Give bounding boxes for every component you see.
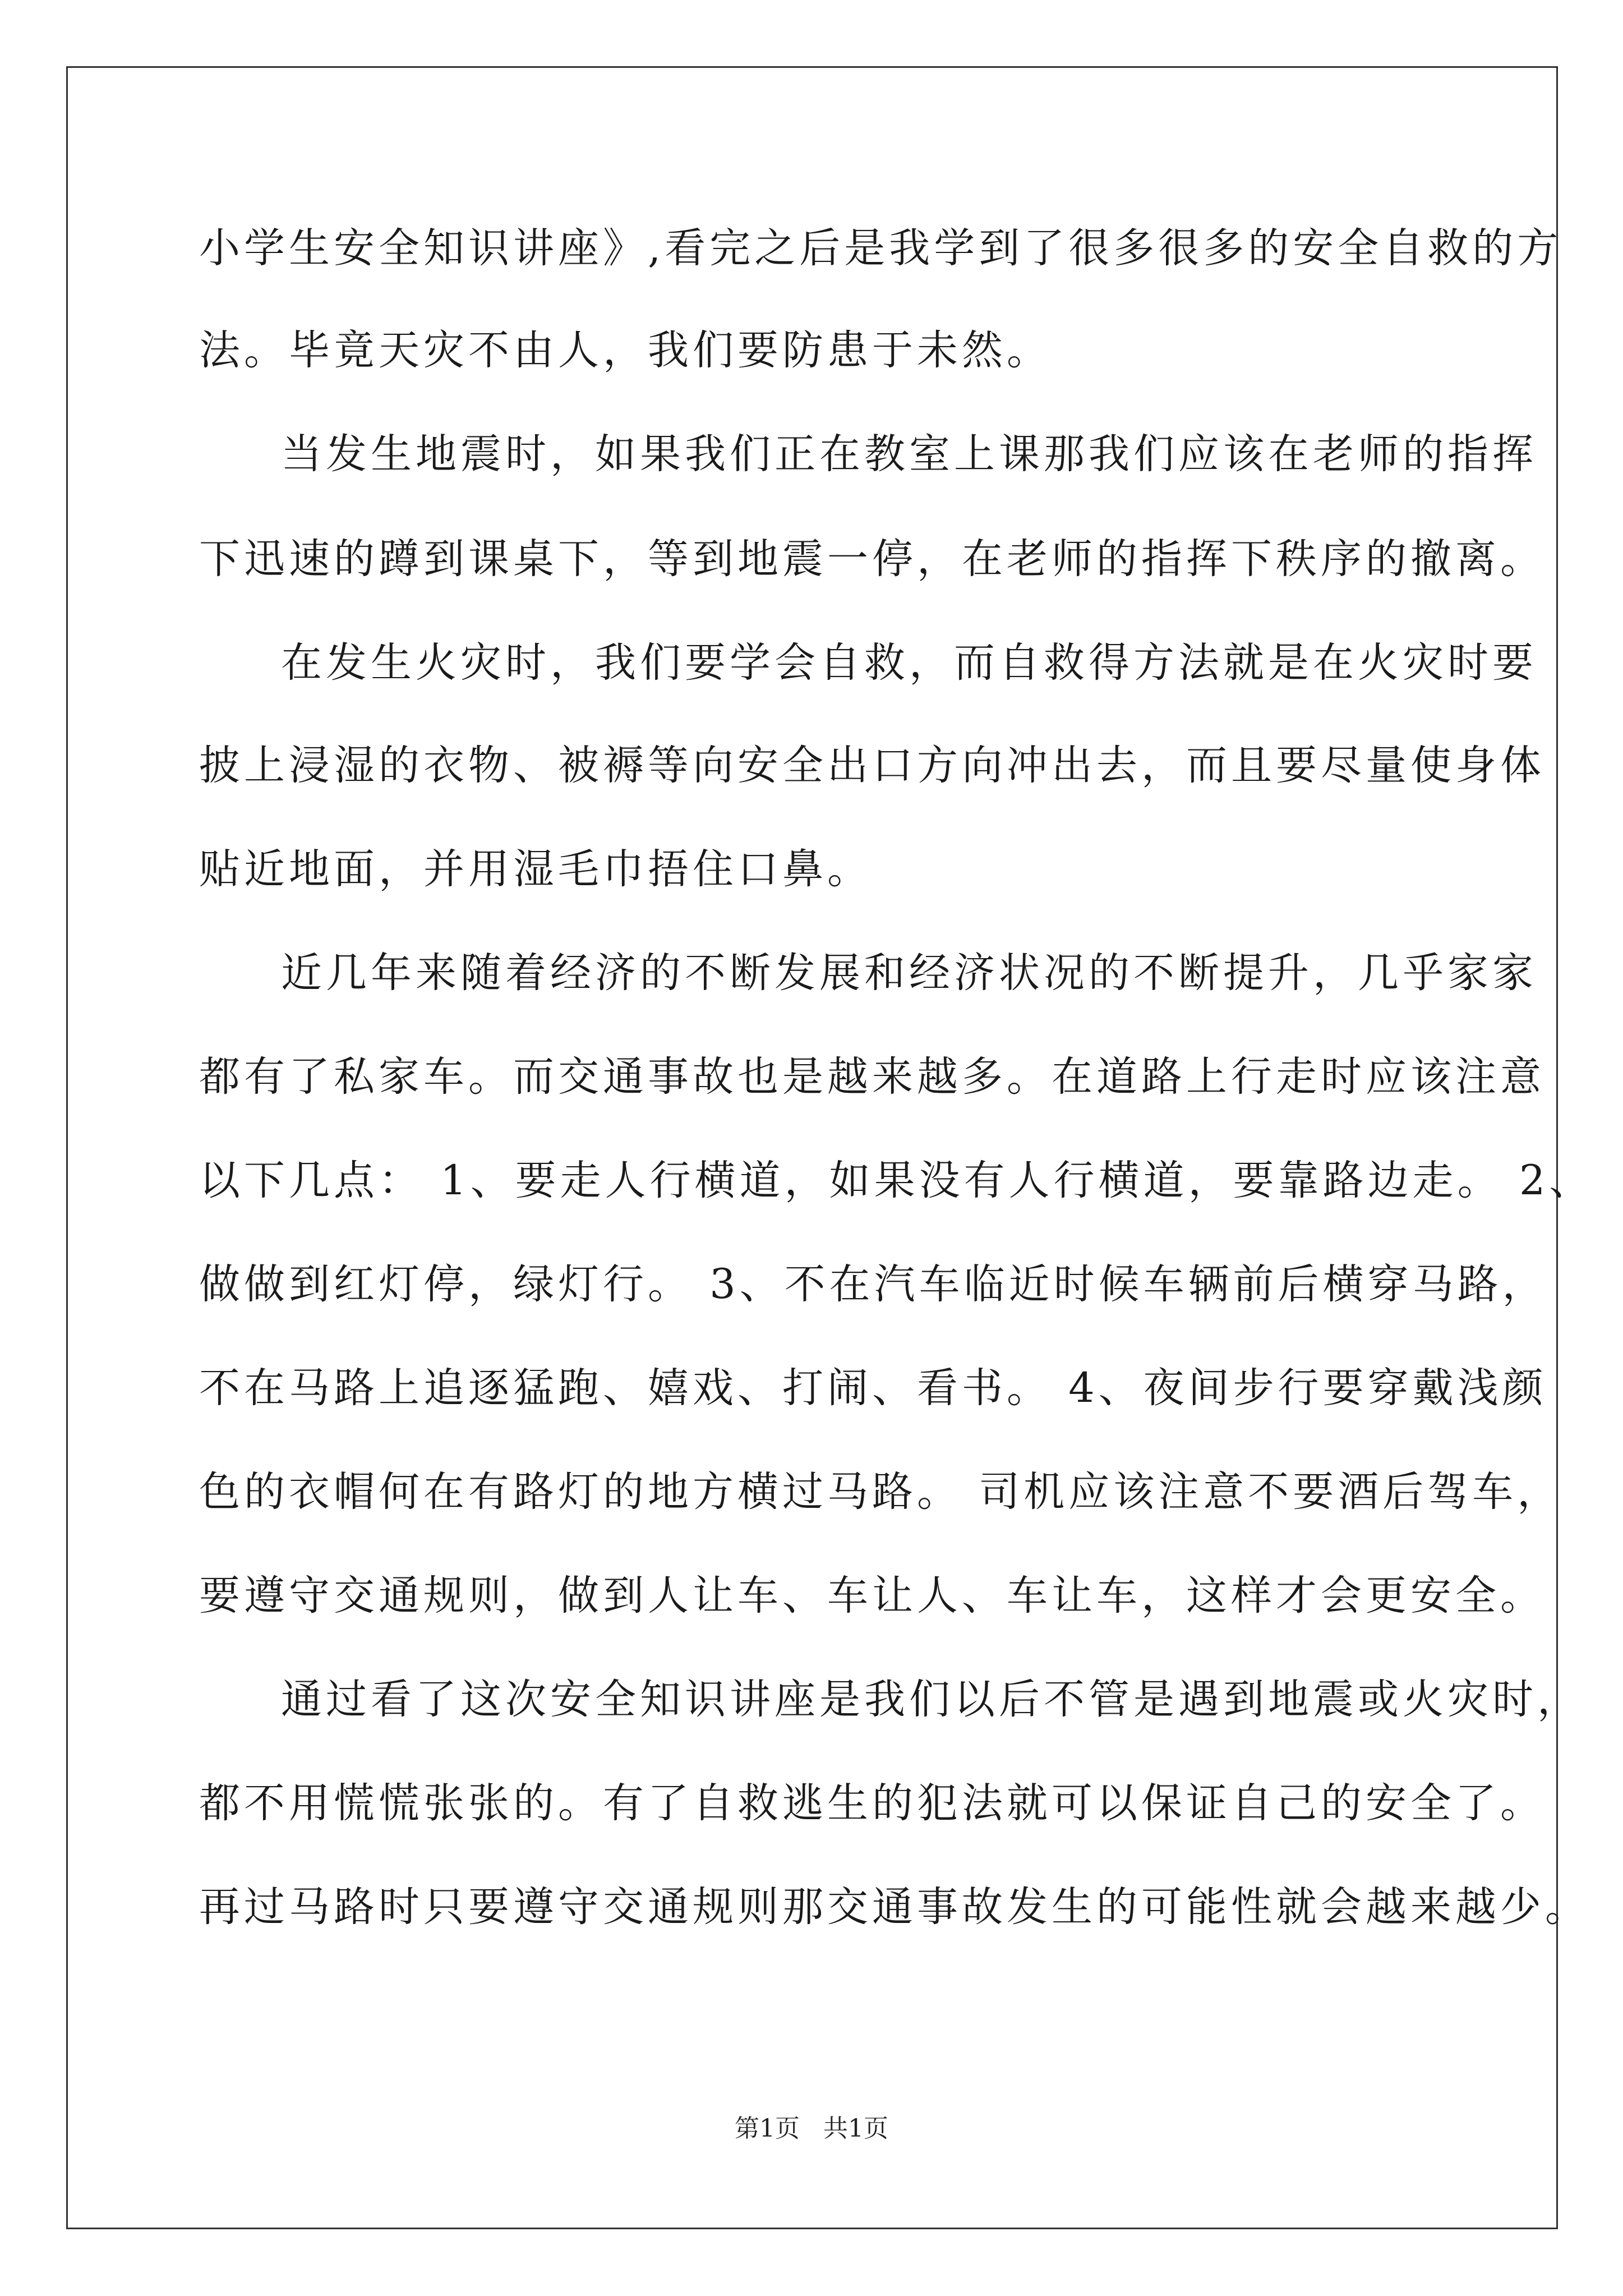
text-line: 以下几点： 1、要走人行横道，如果没有人行横道，要靠路边走。 2、 [199,1157,1594,1204]
text-line: 做做到红灯停，绿灯行。 3、不在汽车临近时候车辆前后横穿马路， [199,1260,1547,1308]
text-line: 下迅速的蹲到课桌下，等到地震一停，在老师的指挥下秩序的撤离。 [199,535,1545,583]
text-line: 不在马路上追逐猛跑、嬉戏、打闹、看书。 4、夜间步行要穿戴浅颜 [199,1364,1547,1412]
text-line: 披上浸湿的衣物、被褥等向安全出口方向冲出去，而且要尽量使身体 [199,742,1545,789]
page-number-footer: 第1页 共1页 [735,2114,888,2143]
text-line: 要遵守交通规则，做到人让车、车让人、车让车，这样才会更安全。 [199,1572,1545,1619]
text-line: 都有了私家车。而交通事故也是越来越多。在道路上行走时应该注意 [199,1053,1545,1101]
paragraph-start-line: 当发生地震时，如果我们正在教室上课那我们应该在老师的指挥 [281,430,1537,478]
text-line: 再过马路时只要遵守交通规则那交通事故发生的可能性就会越来越少。 [199,1883,1590,1931]
text-line: 贴近地面，并用湿毛巾捂住口鼻。 [199,845,872,893]
paragraph-start-line: 通过看了这次安全知识讲座是我们以后不管是遇到地震或火灾时， [281,1676,1582,1723]
text-line: 都不用慌慌张张的。有了自救逃生的犯法就可以保证自己的安全了。 [199,1779,1545,1827]
text-line: 色的衣帽何在有路灯的地方横过马路。 司机应该注意不要酒后驾车， [199,1468,1562,1516]
text-line: 小学生安全知识讲座》,看完之后是我学到了很多很多的安全自救的方 [199,224,1562,272]
text-line: 法。毕竟天灾不由人，我们要防患于未然。 [199,326,1052,374]
paragraph-start-line: 近几年来随着经济的不断发展和经济状况的不断提升，几乎家家 [281,949,1537,997]
paragraph-start-line: 在发生火灾时，我们要学会自救，而自救得方法就是在火灾时要 [281,639,1537,687]
